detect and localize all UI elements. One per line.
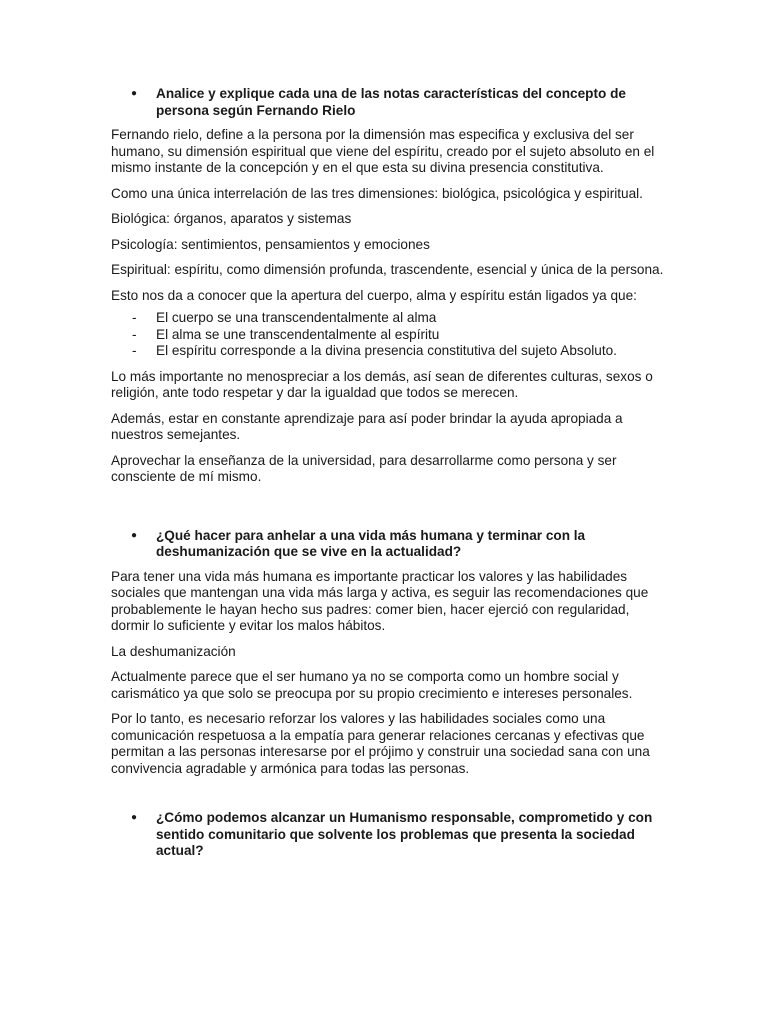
dash-list: [111, 310, 671, 360]
question-2-title: ¿Qué hacer para anhelar a una vida más humana y terminar con la deshumanización que se vive en la actualidad?: [156, 527, 586, 559]
paragraph: Esto nos da a conocer que la apertura del cuerpo, alma y espíritu están ligados ya que:: [111, 287, 637, 303]
paragraph: Fernando rielo, define a la persona por la dimensión mas especifica y exclusiva del ser humano, su dimensión espiritual que viene del espíritu, creado por el sujeto absoluto en el mismo instante de la concepción y en el que esta su divina presencia constitutiva.: [111, 127, 655, 175]
list-item-text: El espíritu corresponde a la divina presencia constitutiva del sujeto Absoluto.: [156, 343, 617, 358]
paragraph: Espiritual: espíritu, como dimensión profunda, trascendente, esencial y única de la persona.: [111, 262, 664, 277]
dash-icon: -: [132, 326, 137, 342]
paragraph: Actualmente parece que el ser humano ya no se comporta como un hombre social y carismático ya que solo se preocupa por su propio crecimiento e intereses personales.: [111, 669, 633, 701]
bullet-icon: ●: [131, 812, 138, 823]
list-item: [111, 310, 671, 327]
dash-icon: -: [132, 310, 137, 325]
list-item: [111, 343, 671, 360]
spacer: [111, 495, 671, 528]
paragraph: Además, estar en constante aprendizaje para así poder brindar la ayuda apropiada a nuestros semejantes.: [111, 410, 623, 442]
dash-icon: -: [132, 343, 137, 358]
paragraph: Como una única interrelación de las tres dimensiones: biológica, psicológica y espiritual.: [111, 185, 643, 201]
paragraph: Para tener una vida más humana es importante practicar los valores y las habilidades sociales que mantengan una vida más larga y activa, es seguir las recomendaciones que probablemente le hayan hecho sus padres: comer bien, hacer ejerció con regularidad, dormir lo suficiente y evitar los malos hábitos.: [111, 568, 649, 633]
paragraph: Psicología: sentimientos, pensamientos y emociones: [111, 236, 430, 252]
question-3-title: ¿Cómo podemos alcanzar un Humanismo responsable, comprometido y con sentido comunitario que solvente los problemas que presenta la sociedad actual?: [156, 810, 653, 858]
paragraph: Biológica: órganos, aparatos y sistemas: [111, 211, 352, 226]
question-2-answer: [111, 569, 671, 778]
bullet-icon: ●: [131, 88, 138, 99]
bullet-icon: ●: [131, 529, 138, 541]
question-1-title: Analice y explique cada una de las notas características del concepto de persona según Fernando Rielo: [156, 86, 626, 118]
question-1: [111, 86, 671, 119]
document-page: [111, 86, 671, 860]
paragraph: Aprovechar la enseñanza de la universidad, para desarrollarme como persona y ser consciente de mí mismo.: [111, 452, 617, 484]
question-1-answer: [111, 127, 671, 486]
question-2: [111, 528, 671, 561]
question-3: [111, 810, 671, 860]
spacer: [111, 786, 671, 810]
list-item-text: El alma se une transcendentalmente al espíritu: [156, 326, 440, 342]
paragraph: Lo más importante no menospreciar a los demás, así sean de diferentes culturas, sexos o religión, ante todo respetar y dar la igualdad que todos se merecen.: [111, 368, 653, 400]
paragraph: Por lo tanto, es necesario reforzar los valores y las habilidades sociales como una comunicación respetuosa a la empatía para generar relaciones cercanas y efectivas que permitan a las personas interesarse por el prójimo y construir una sociedad sana con una convivencia agradable y armónica para todas las personas.: [111, 711, 650, 776]
list-item-text: El cuerpo se una transcendentalmente al alma: [156, 310, 437, 325]
list-item: [111, 327, 671, 344]
paragraph: La deshumanización: [111, 643, 236, 659]
